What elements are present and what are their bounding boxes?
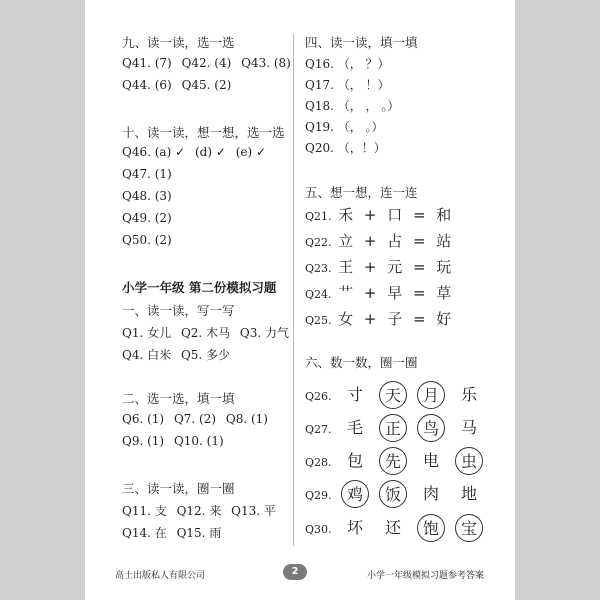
answer-q46-e: (e) ✓: [235, 145, 267, 159]
answer-line: [122, 346, 236, 363]
answer-q2: Q2. 木马: [180, 326, 231, 340]
answer-q9: Q9. (1): [122, 434, 165, 448]
circled-character: 虫: [455, 447, 483, 475]
character: 还: [384, 518, 401, 537]
answer-line: [122, 412, 274, 426]
answer-q11: Q11. 支: [122, 504, 167, 518]
footer-book-title: 小学一年级模拟习题参考答案: [367, 571, 485, 581]
section-c-title: 三、读一读，圈一圈: [122, 481, 235, 496]
question-label: Q29.: [305, 489, 332, 502]
answer-q7: Q7. (2): [173, 412, 217, 426]
section-6-title: 六、数一数，圈一圈: [305, 355, 418, 370]
answer-line: [122, 524, 227, 541]
question-label: Q22.: [305, 236, 332, 249]
equation-row: [305, 256, 454, 277]
circled-character: 天: [379, 381, 407, 409]
character: 包: [346, 451, 363, 470]
circled-character: 正: [379, 414, 407, 442]
question-label: Q28.: [305, 456, 332, 469]
answer-q12: Q12. 来: [176, 504, 222, 518]
answer-q15: Q15. 雨: [176, 526, 222, 540]
answer-line: [122, 145, 272, 159]
answer-line: [122, 324, 295, 341]
footer-publisher: 高士出版私人有限公司: [115, 571, 206, 581]
circled-character: 鸟: [417, 414, 445, 442]
question-label: Q27.: [305, 423, 332, 436]
answer-q17: Q17. （， ！）: [305, 78, 390, 92]
character-equation: 艹 + 早 = 草: [338, 284, 455, 302]
character: 肉: [422, 484, 439, 503]
section-9-title: 九、读一读，选一选: [122, 35, 235, 50]
part-2-title: 小学一年级 第二份模拟习题: [122, 280, 277, 295]
equation-row: [305, 230, 454, 251]
question-label: Q26.: [305, 390, 332, 403]
equation-row: [305, 308, 454, 329]
question-label: Q21.: [305, 210, 332, 223]
circled-character: 先: [379, 447, 407, 475]
answer-q49: Q49. (2): [122, 211, 172, 225]
section-10-title: 十、读一读，想一想，选一选: [122, 125, 285, 140]
answer-q10: Q10. (1): [173, 434, 224, 448]
character-equation: 立 + 占 = 站: [338, 232, 455, 250]
character: 地: [460, 484, 477, 503]
answer-page: [85, 0, 515, 600]
circled-character: 鸡: [341, 480, 369, 508]
answer-q4: Q4. 白米: [122, 348, 172, 362]
character: 电: [422, 451, 439, 470]
answer-q20: Q20. （，！）: [305, 141, 386, 155]
answer-q14: Q14. 在: [122, 526, 167, 540]
column-divider: [293, 34, 294, 546]
circled-character: 饱: [417, 514, 445, 542]
circled-character: 饭: [379, 480, 407, 508]
character: 毛: [346, 418, 363, 437]
section-4-title: 四、读一读，填一填: [305, 35, 418, 50]
answer-q47: Q47. (1): [122, 167, 172, 181]
answer-q42: Q42. (4): [181, 56, 232, 70]
answer-q41: Q41. (7): [122, 56, 172, 70]
character: 寸: [346, 385, 363, 404]
answer-q44: Q44. (6): [122, 78, 172, 92]
answer-q43: Q43. (8): [241, 56, 291, 70]
answer-q19: Q19. （， 。）: [305, 120, 384, 134]
answer-line: [122, 78, 237, 92]
circled-character: 宝: [455, 514, 483, 542]
answer-q18: Q18. （， ， 。）: [305, 99, 400, 113]
answer-q8: Q8. (1): [225, 412, 268, 426]
question-label: Q24.: [305, 288, 332, 301]
section-a-title: 一、读一读，写一写: [122, 303, 235, 318]
answer-line: [122, 502, 282, 519]
equation-row: [305, 204, 454, 225]
question-label: Q25.: [305, 314, 332, 327]
answer-q48: Q48. (3): [122, 189, 172, 203]
answer-q13: Q13. 平: [231, 504, 276, 518]
character-equation: 禾 + 口 = 和: [338, 206, 455, 224]
answer-q46-d: (d) ✓: [194, 145, 226, 159]
question-label: Q30.: [305, 523, 332, 536]
section-5-title: 五、想一想，连一连: [305, 185, 418, 200]
character-equation: 王 + 元 = 玩: [338, 258, 455, 276]
section-b-title: 二、选一选，填一填: [122, 391, 235, 406]
character: 坏: [346, 518, 363, 537]
equation-row: [305, 282, 454, 303]
answer-q3: Q3. 力气: [239, 326, 289, 340]
character: 马: [460, 418, 477, 437]
answer-q45: Q45. (2): [181, 78, 232, 92]
answer-q6: Q6. (1): [122, 412, 165, 426]
character: 乐: [460, 385, 477, 404]
answer-q16: Q16. （， ？）: [305, 57, 390, 71]
answer-q50: Q50. (2): [122, 233, 172, 247]
page-number-badge: 2: [283, 564, 307, 580]
answer-q46-a: Q46. (a) ✓: [122, 145, 186, 159]
character-equation: 女 + 子 = 好: [338, 310, 455, 328]
answer-line: [122, 434, 230, 448]
circled-character: 月: [417, 381, 445, 409]
answer-q1: Q1. 女儿: [122, 326, 172, 340]
answer-q5: Q5. 多少: [180, 348, 231, 362]
answer-line: [122, 56, 297, 70]
question-label: Q23.: [305, 262, 332, 275]
